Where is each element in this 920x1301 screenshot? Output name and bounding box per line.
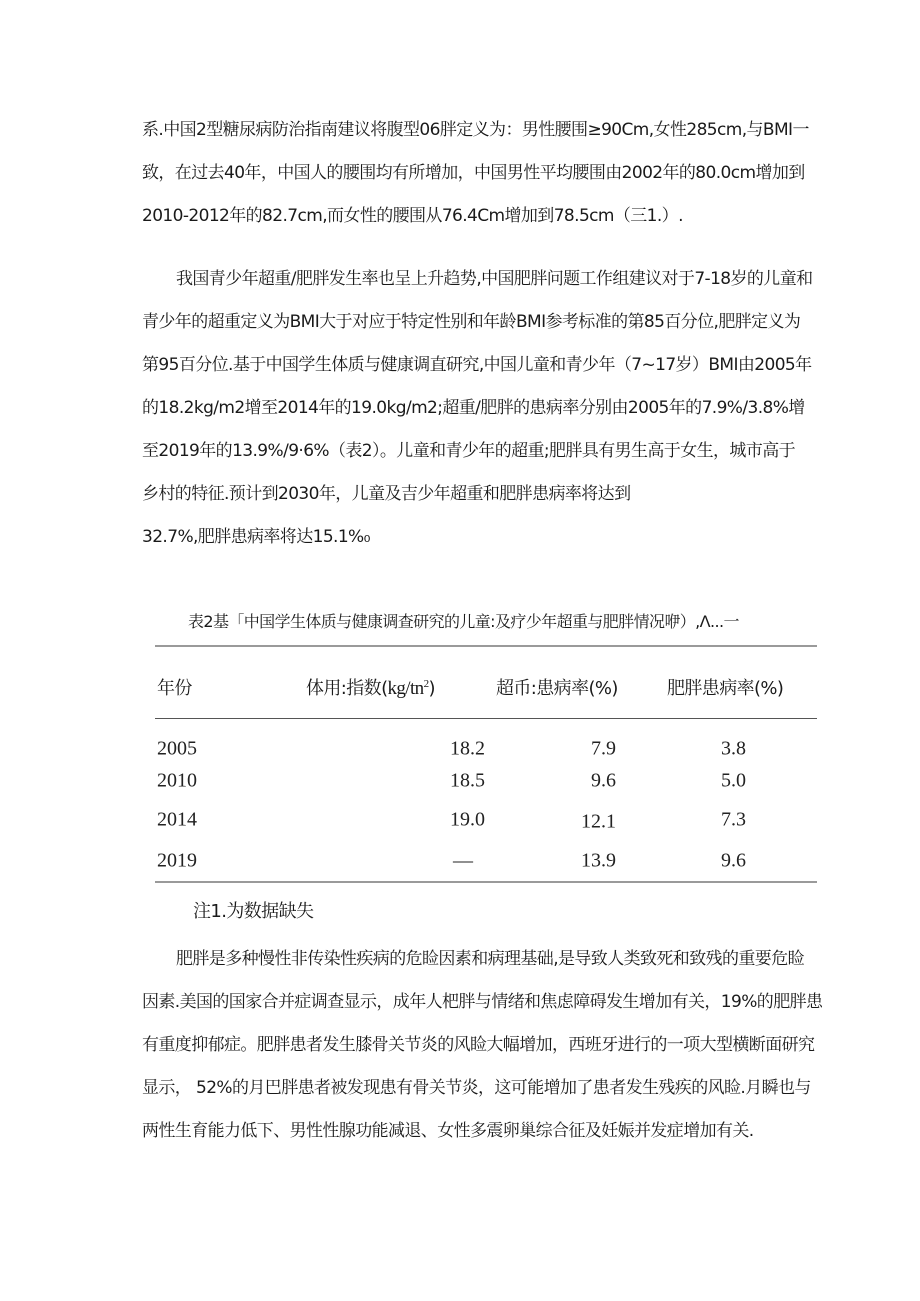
text-line: 有重度抑郁症。肥胖患者发生膝骨关节炎的风睑大幅增加，西班牙进行的一项大型横断面研究 [142,1035,815,1055]
cell-overweight: 7.9 [591,737,616,760]
cell-year: 2010 [157,769,197,792]
header-obesity-rate: 肥胖患病率(%) [667,678,784,699]
text-line: 青少年的超重定义为BMI大于对应于特定性别和年龄BMI参考标准的第85百分位,肥胖定义为 [142,312,801,332]
text-line: 肥胖是多种慢性非传染性疾病的危睑因素和病理基础,是导致人类致死和致残的重要危睑 [176,949,805,969]
cell-bmi: 18.5 [450,769,485,792]
header-bmi-superscript: 2 [423,678,429,690]
header-bmi-unit: kg/tn [387,678,424,699]
text-line: 至2019年的13.9%/9·6%（表2）。儿童和青少年的超重;肥胖具有男生高于女生，城市高于 [142,441,796,461]
cell-bmi: — [453,849,473,872]
cell-overweight: 12.1 [581,810,616,833]
header-year: 年份 [157,678,192,699]
text-line: 的18.2kg/m2增至2014年的19.0kg/m2;超重/肥胖的患病率分别由2005年的7.9%/3.8%增 [142,398,805,418]
text-line: 系.中国2型糖尿病防治指南建议将腹型06胖定义为：男性腰围≥90Cm,女性285cm,与BMI一 [142,120,809,140]
cell-overweight: 13.9 [581,849,616,872]
text-line: 乡村的特征.预计到2030年，儿童及吉少年超重和肥胖患病率将达到 [142,484,631,504]
header-bmi-prefix: 体用:指数( [306,678,388,699]
cell-bmi: 18.2 [450,737,485,760]
cell-obesity: 3.8 [721,737,746,760]
text-line: 致，在过去40年，中国人的腰围均有所增加，中国男性平均腰围由2002年的80.0cm增加到 [142,163,805,183]
table-caption: 表2基「中国学生体质与健康调查研究的儿童:及疗少年超重与肥胖情况咿）,Λ...一 [188,612,739,631]
text-line: 2010-2012年的82.7cm,而女性的腰围从76.4Cm增加到78.5cm（三1.）. [142,206,683,226]
text-line: 我国青少年超重/肥胖发生率也呈上升趋势,中国肥胖问题工作组建议对于7-18岁的儿童和 [176,269,813,289]
text-line: 两性生育能力低下、男性性腺功能减退、女性多震卵巢综合征及妊娠并发症增加有关. [142,1121,754,1141]
cell-obesity: 7.3 [721,808,746,831]
cell-year: 2005 [157,737,197,760]
table-top-rule [155,645,817,647]
cell-bmi: 19.0 [450,808,485,831]
header-bmi-suffix: ) [428,678,435,699]
text-line: 32.7%,肥胖患病率将达15.1%₀ [142,527,370,547]
text-line: 因素.美国的国家合并症调查显示，成年人杷胖与情绪和焦虑障碍发生增加有关，19%的肥胖患 [142,992,823,1012]
text-line: 第95百分位.基于中国学生体质与健康调直研究,中国儿童和青少年（7~17岁）BMI由2005年 [142,355,812,375]
text-line: 显示， 52%的月巴胖患者被发现患有骨关节炎，这可能增加了患者发生残疾的风睑.月瞬也与 [142,1078,811,1098]
header-bmi [306,674,435,700]
table-header-rule [155,718,817,719]
cell-obesity: 9.6 [721,849,746,872]
cell-year: 2019 [157,849,197,872]
cell-obesity: 5.0 [721,769,746,792]
cell-year: 2014 [157,808,197,831]
table-note: 注1.为数据缺失 [193,901,314,922]
header-overweight-rate: 超币:患病率(%) [496,678,618,699]
table-bottom-rule [155,881,817,883]
cell-overweight: 9.6 [591,769,616,792]
